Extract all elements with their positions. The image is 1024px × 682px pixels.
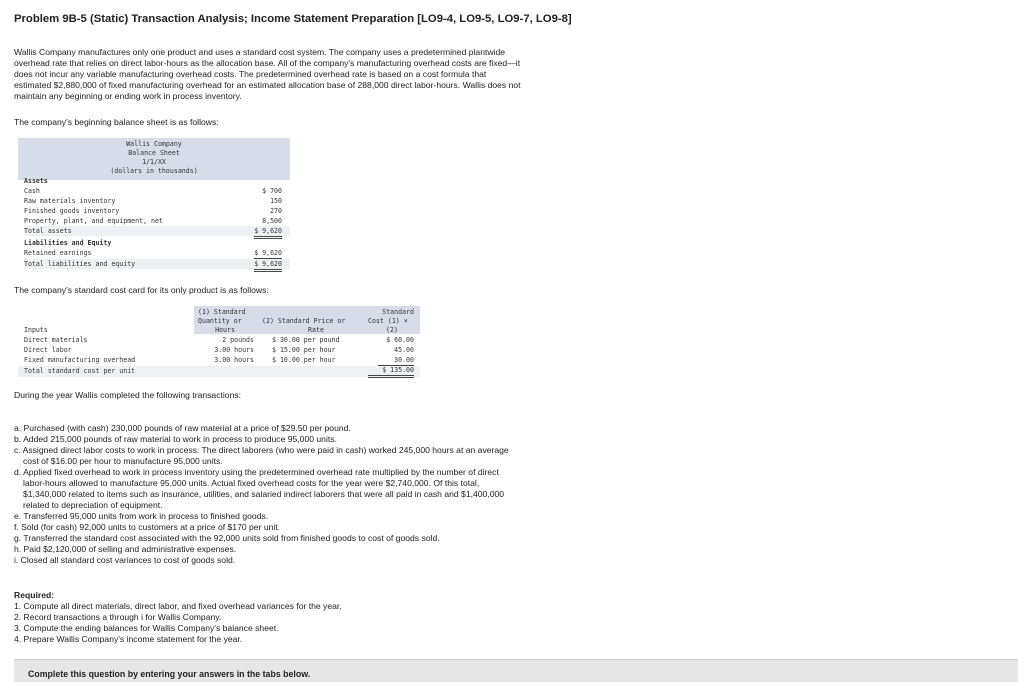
bs-header-line: Wallis Company bbox=[126, 140, 182, 148]
cost-row-input: Direct materials bbox=[24, 336, 88, 344]
bs-row bbox=[24, 196, 290, 206]
transaction-item-cont: related to depreciation of equipment. bbox=[23, 500, 163, 510]
bs-row-amount: $ 9,620 bbox=[254, 249, 282, 257]
bs-row-amount: 150 bbox=[270, 197, 282, 205]
required-item: 3. Compute the ending balances for Wallis Company's balance sheet. bbox=[14, 623, 279, 633]
transaction-item: b. Added 215,000 pounds of raw material to work in process to produce 95,000 units. bbox=[14, 434, 337, 444]
transaction-item: f. Sold (for cash) 92,000 units to customers at a price of $170 per unit. bbox=[14, 522, 281, 532]
cost-row-rate: $ 10.00 per hour bbox=[272, 356, 336, 364]
cost-row-cost: 45.00 bbox=[394, 346, 414, 354]
bs-header-line: Balance Sheet bbox=[128, 149, 180, 157]
bs-row bbox=[24, 238, 290, 248]
bs-row bbox=[24, 186, 290, 196]
required-item: 4. Prepare Wallis Company's income statement for the year. bbox=[14, 634, 243, 644]
cost-row-qty: 2 pounds bbox=[222, 336, 254, 344]
bs-row-label: Liabilities and Equity bbox=[24, 239, 112, 247]
cost-card-intro: The company's standard cost card for its only product is as follows: bbox=[14, 285, 269, 295]
transactions-list bbox=[14, 423, 614, 566]
intro-line: overhead rate that relies on direct labor-hours as the allocation base. All of the company's manufacturing overhead costs are fixed—it bbox=[14, 58, 521, 68]
cost-row-rate: $ 15.00 per hour bbox=[272, 346, 336, 354]
required-item: 1. Compute all direct materials, direct labor, and fixed overhead variances for the year. bbox=[14, 601, 342, 611]
transaction-item: i. Closed all standard cost variances to cost of goods sold. bbox=[14, 555, 236, 565]
cost-row-input: Total standard cost per unit bbox=[24, 367, 136, 375]
intro-paragraph bbox=[14, 47, 614, 102]
bs-row bbox=[24, 226, 290, 236]
cost-row-rate: $ 30.00 per pound bbox=[272, 336, 340, 344]
bs-row bbox=[24, 216, 290, 226]
bs-row-label: Cash bbox=[24, 187, 40, 195]
bs-row bbox=[24, 206, 290, 216]
cost-row-input: Direct labor bbox=[24, 346, 72, 354]
bs-row-amount: $ 9,620 bbox=[254, 259, 282, 272]
balance-sheet-intro: The company's beginning balance sheet is as follows: bbox=[14, 117, 219, 127]
required-heading: Required: bbox=[14, 590, 55, 600]
bs-row-label: Total assets bbox=[24, 227, 72, 235]
bs-row-amount: 270 bbox=[270, 207, 282, 215]
required-item: 2. Record transactions a through i for Wallis Company. bbox=[14, 612, 222, 622]
transaction-item: e. Transferred 95,000 units from work in process to finished goods. bbox=[14, 511, 269, 521]
bs-row bbox=[24, 259, 290, 269]
bs-row-label: Property, plant, and equipment, net bbox=[24, 217, 163, 225]
col3-header-line: (2) bbox=[386, 326, 398, 334]
col3-header-line: Cost (1) × bbox=[368, 317, 408, 325]
transaction-item: c. Assigned direct labor costs to work in process. The direct laborers (who were paid in cash) worked 245,000 hours at an average bbox=[14, 445, 509, 455]
intro-line: estimated $2,880,000 of fixed manufacturing overhead for an estimated allocation base of 288,000 direct labor-hours. Wallis does not bbox=[14, 80, 521, 90]
bs-row-amount: 8,500 bbox=[262, 217, 282, 225]
col1-header-line: Hours bbox=[215, 326, 235, 334]
bs-row-label: Total liabilities and equity bbox=[24, 260, 136, 268]
bs-row-label: Raw materials inventory bbox=[24, 197, 116, 205]
page-title: Problem 9B-5 (Static) Transaction Analysis; Income Statement Preparation [LO9-4, LO9-5, LO9-7, LO9-8] bbox=[14, 13, 572, 25]
bs-row-amount: $ 9,620 bbox=[254, 226, 282, 239]
cost-row-cost: $ 60.00 bbox=[386, 336, 414, 344]
bs-row-label: Finished goods inventory bbox=[24, 207, 120, 215]
bs-row-label: Assets bbox=[24, 177, 48, 185]
bs-row bbox=[24, 248, 290, 258]
col1-header-line: (1) Standard bbox=[198, 308, 246, 316]
cost-row-input: Fixed manufacturing overhead bbox=[24, 356, 136, 364]
cost-row-qty: 3.00 hours bbox=[214, 356, 254, 364]
intro-line: maintain any beginning or ending work in process inventory. bbox=[14, 91, 242, 101]
col3-header-line: Standard bbox=[382, 308, 414, 316]
standard-cost-card bbox=[18, 306, 420, 378]
transaction-item: a. Purchased (with cash) 230,000 pounds of raw material at a price of $29.50 per pound. bbox=[14, 423, 351, 433]
instructions-banner-text: Complete this question by entering your answers in the tabs below. bbox=[28, 669, 311, 679]
inputs-header: Inputs bbox=[24, 326, 48, 334]
col1-header-line: Quantity or bbox=[198, 317, 242, 325]
bs-row-amount: $ 700 bbox=[262, 187, 282, 195]
transaction-item-cont: cost of $16.00 per hour to manufacture 95,000 units. bbox=[23, 456, 223, 466]
transaction-item: g. Transferred the standard cost associated with the 92,000 units sold from finished goods to cost of goods sold. bbox=[14, 533, 440, 543]
col2-header-line: Rate bbox=[308, 326, 324, 334]
transaction-item: d. Applied fixed overhead to work in process inventory using the predetermined overhead rate multiplied by the number of direct bbox=[14, 467, 499, 477]
transaction-item-cont: $1,340,000 related to items such as insurance, utilities, and salaried indirect laborers that were all paid in cash and $1,400,000 bbox=[23, 489, 505, 499]
bs-row-label: Retained earnings bbox=[24, 249, 92, 257]
bs-header-line: 1/1/XX bbox=[142, 158, 166, 166]
intro-line: Wallis Company manufactures only one product and uses a standard cost system. The company uses a predetermined plantwide bbox=[14, 47, 506, 57]
cost-row-cost: 30.00 bbox=[378, 355, 414, 366]
cost-row-cost: $ 135.00 bbox=[368, 365, 414, 378]
transaction-item-cont: labor-hours allowed to manufacture 95,000 units. Actual fixed overhead costs for the year were $2,740,000. Of this total, bbox=[23, 478, 480, 488]
bs-header-line: (dollars in thousands) bbox=[110, 167, 198, 175]
transaction-item: h. Paid $2,120,000 of selling and administrative expenses. bbox=[14, 544, 237, 554]
col2-header-line: (2) Standard Price or bbox=[262, 317, 346, 325]
balance-sheet-header bbox=[18, 138, 290, 180]
transactions-intro: During the year Wallis completed the following transactions: bbox=[14, 390, 242, 400]
required-section bbox=[14, 590, 342, 645]
balance-sheet bbox=[18, 138, 290, 272]
instructions-banner bbox=[14, 659, 1018, 682]
bs-row bbox=[24, 176, 290, 186]
intro-line: does not incur any variable manufacturing overhead costs. The predetermined overhead rate is based on a cost formula that bbox=[14, 69, 487, 79]
cost-row-qty: 3.00 hours bbox=[214, 346, 254, 354]
